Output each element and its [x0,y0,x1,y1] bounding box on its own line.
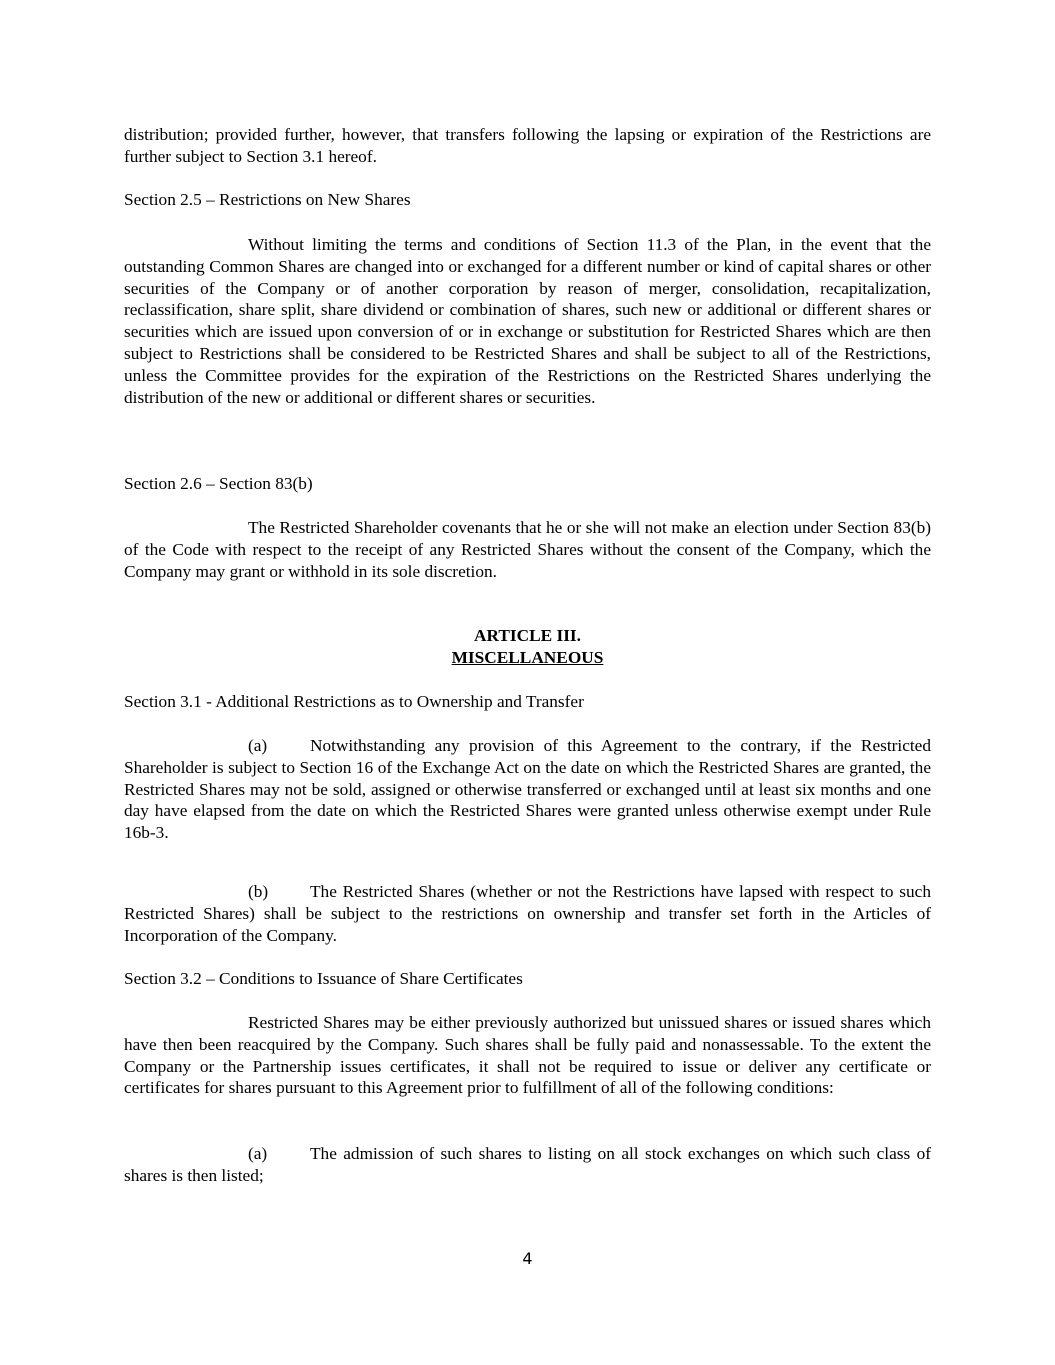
clause-text: The admission of such shares to listing on all stock exchanges on which such class of shares is then listed; [124,1144,931,1185]
article-subtitle: MISCELLANEOUS [451,648,604,667]
section-2-6-heading: Section 2.6 – Section 83(b) [124,474,313,493]
section-3-2-a-paragraph [124,1143,931,1187]
clause-label: (b) [248,882,269,901]
clause-text: Notwithstanding any provision of this Agreement to the contrary, if the Restricted Shareholder is subject to Section 16 of the Exchange Act on the date on which the Restricted Shares are granted, the Restricted Shares may not be sold, assigned or otherwise transferred or exchanged until at least six months and one day have elapsed from the date on which the Restricted Shares were granted unless otherwise exempt under Rule 16b-3. [124,736,931,843]
section-3-1-heading: Section 3.1 - Additional Restrictions as to Ownership and Transfer [124,692,584,711]
clause-label: (a) [248,1144,268,1163]
section-3-1-b-paragraph [124,881,931,946]
section-2-5-heading: Section 2.5 – Restrictions on New Shares [124,190,411,209]
clause-label: (a) [248,736,268,755]
section-3-2-paragraph: Restricted Shares may be either previously authorized but unissued shares or issued shares which have then been reacquired by the Company. Such shares shall be fully paid and nonassessable. To the extent the Company or the Partnership issues certificates, it shall not be required to issue or deliver any certificate or certificates for shares pursuant to this Agreement prior to fulfillment of all of the following conditions: [124,1013,931,1098]
article-title: ARTICLE III. [474,626,581,645]
section-2-6-paragraph: The Restricted Shareholder covenants that he or she will not make an election under Section 83(b) of the Code with respect to the receipt of any Restricted Shares without the consent of the Company, which the Company may grant or withhold in its sole discretion. [124,518,931,581]
section-2-5-paragraph: Without limiting the terms and conditions of Section 11.3 of the Plan, in the event that the outstanding Common Shares are changed into or exchanged for a different number or kind of capital shares or other securities of the Company or of another corporation by reason of merger, consolidation, recapitalization, reclassification, share split, share dividend or combination of shares, such new or additional or different shares or securities which are issued upon conversion of or in exchange or substitution for Restricted Shares which are then subject to Restrictions shall be considered to be Restricted Shares and shall be subject to all of the Restrictions, unless the Committee provides for the expiration of the Restrictions on the Restricted Shares underlying the distribution of the new or additional or different shares or securities. [124,235,931,407]
section-3-1-a-paragraph [124,735,931,844]
page-number: 4 [522,1249,533,1268]
continuation-paragraph: distribution; provided further, however, that transfers following the lapsing or expiration of the Restrictions are further subject to Section 3.1 hereof. [124,125,931,166]
clause-text: The Restricted Shares (whether or not the Restrictions have lapsed with respect to such Restricted Shares) shall be subject to the restrictions on ownership and transfer set forth in the Articles of Incorporation of the Company. [124,882,931,945]
section-3-2-heading: Section 3.2 – Conditions to Issuance of Share Certificates [124,969,523,988]
